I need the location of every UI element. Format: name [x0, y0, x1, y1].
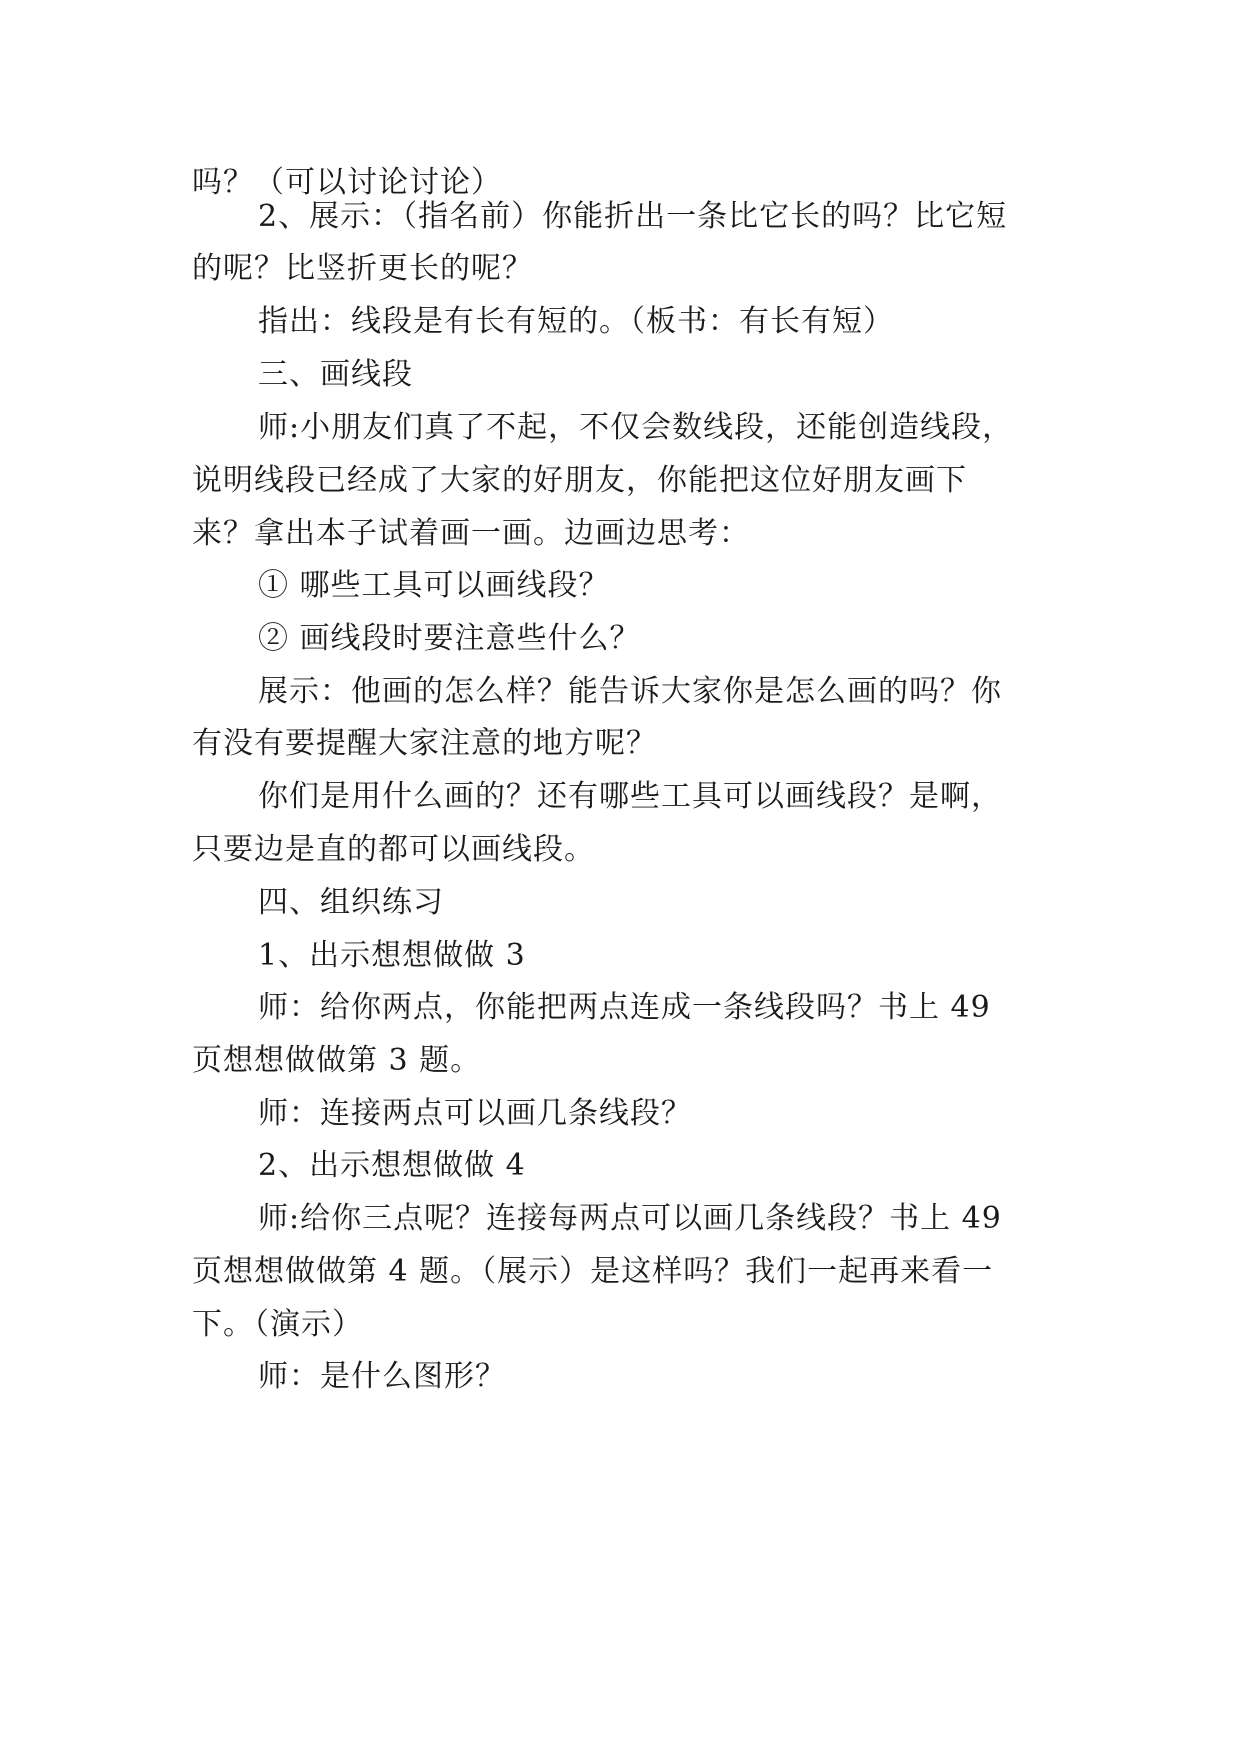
text-line-7: 说明线段已经成了大家的好朋友，你能把这位好朋友画下	[192, 463, 967, 498]
text-line-23: 下。（演示）	[192, 1307, 363, 1342]
text-line-18: 页想想做做第 3 题。	[192, 1043, 482, 1078]
text-line-4: 指出：线段是有长有短的。（板书：有长有短）	[258, 304, 894, 339]
text-line-3: 的呢？比竖折更长的呢？	[192, 251, 533, 286]
text-line-9: ① 哪些工具可以画线段？	[258, 568, 610, 603]
text-line-6: 师:小朋友们真了不起，不仅会数线段，还能创造线段，	[258, 410, 1014, 445]
text-line-1: 吗？（可以讨论讨论）	[192, 165, 502, 200]
text-line-8: 来？拿出本子试着画一画。边画边思考：	[192, 516, 750, 551]
text-line-21: 师:给你三点呢？连接每两点可以画几条线段？书上 49	[258, 1201, 1002, 1236]
text-line-16: 1、出示想想做做 3	[258, 938, 526, 973]
text-line-20: 2、出示想想做做 4	[258, 1148, 526, 1183]
text-line-2: 2、展示：（指名前）你能折出一条比它长的吗？比它短	[258, 199, 1008, 234]
text-line-24: 师：是什么图形？	[258, 1359, 506, 1394]
text-line-17: 师：给你两点，你能把两点连成一条线段吗？书上 49	[258, 990, 991, 1025]
text-line-19: 师：连接两点可以画几条线段？	[258, 1096, 692, 1131]
text-line-11: 展示：他画的怎么样？能告诉大家你是怎么画的吗？你	[258, 674, 1002, 709]
text-line-13: 你们是用什么画的？还有哪些工具可以画线段？是啊，	[258, 779, 1002, 814]
text-line-14: 只要边是直的都可以画线段。	[192, 832, 595, 867]
section-heading-4: 四、组织练习	[258, 885, 444, 920]
section-heading-3: 三、画线段	[258, 357, 413, 392]
text-line-22: 页想想做做第 4 题。（展示）是这样吗？我们一起再来看一	[192, 1254, 994, 1289]
text-line-12: 有没有要提醒大家注意的地方呢？	[192, 726, 657, 761]
text-line-10: ② 画线段时要注意些什么？	[258, 621, 641, 656]
